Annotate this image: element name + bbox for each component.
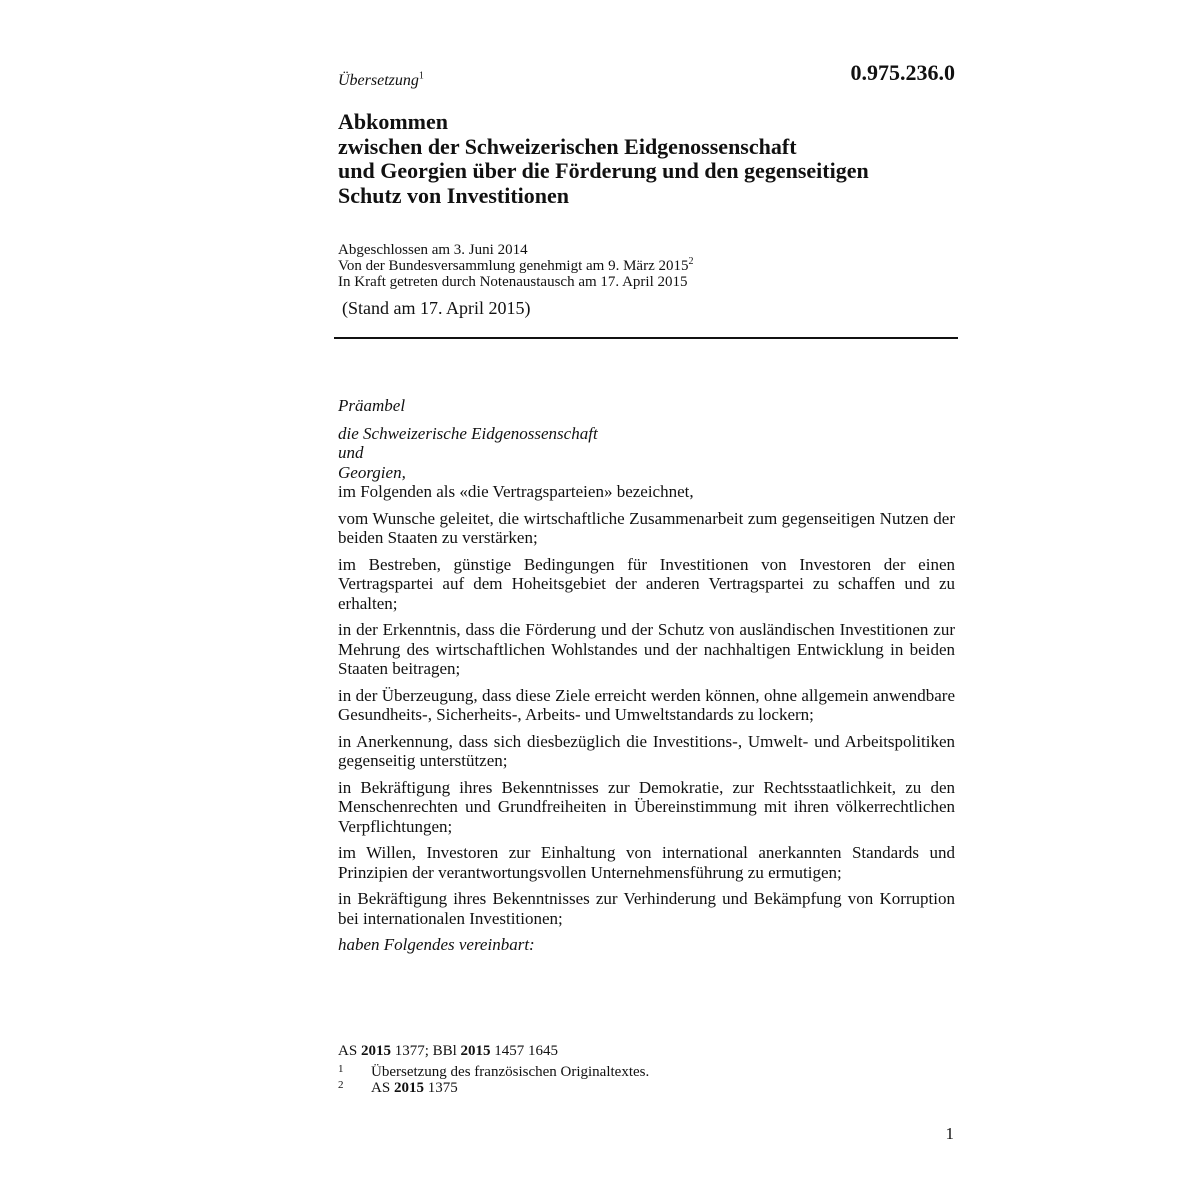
footnote-marker-2[interactable]: 2: [688, 256, 694, 267]
preamble-clause: in der Überzeugung, dass diese Ziele erreicht werden können, ohne allgemein anwendbare Gesundheits-, Sicherheits-, Arbeits- und Umweltstandards zu lockern;: [338, 685, 955, 724]
preamble: [338, 396, 955, 955]
document-title: [338, 110, 978, 208]
footnote-2-page: 1375: [427, 1080, 458, 1096]
preamble-clause: im Bestreben, günstige Bedingungen für Investitionen von Investoren der einen Vertragspartei auf dem Hoheitsgebiet der anderen Vertragspartei zu schaffen und zu erhalten;: [338, 554, 955, 613]
ref-bbl-year: 2015: [460, 1043, 491, 1059]
header-divider: [334, 337, 958, 339]
translation-label: [338, 72, 424, 90]
title-line-4: Schutz von Investitionen: [338, 182, 570, 208]
footnote-1-text: Übersetzung des französischen Originaltextes.: [371, 1064, 650, 1080]
approved-date: [338, 258, 978, 274]
preamble-clause: vom Wunsche geleitet, die wirtschaftliche Zusammenarbeit zum gegenseitigen Nutzen der beiden Staaten zu verstärken;: [338, 508, 955, 547]
footnote-2-number: 2: [338, 1079, 344, 1091]
footnote-1: [338, 1064, 955, 1080]
preamble-closing: haben Folgendes vereinbart:: [338, 935, 535, 954]
footnotes: [338, 1043, 955, 1096]
party-switzerland: die Schweizerische Eidgenossenschaft: [338, 423, 598, 443]
party-conjunction: und: [338, 443, 364, 462]
preamble-clause: in Bekräftigung ihres Bekenntnisses zur Verhinderung und Bekämpfung von Korruption bei internationalen Investitionen;: [338, 889, 955, 928]
translation-text: Übersetzung: [338, 72, 419, 89]
title-line-3: und Georgien über die Förderung und den gegenseitigen: [338, 158, 869, 183]
preamble-clause: in der Erkenntnis, dass die Förderung und der Schutz von ausländischen Investitionen zur Mehrung des wirtschaftlichen Wohlstandes und der nachhaltigen Entwicklung in beiden Staaten beitragen;: [338, 620, 955, 678]
approved-text: Von der Bundesversammlung genehmigt am 9. März 2015: [338, 258, 689, 274]
concluded-date: Abgeschlossen am 3. Juni 2014: [338, 242, 528, 258]
page-number: 1: [945, 1124, 954, 1143]
footnote-2-prefix: AS: [371, 1080, 391, 1096]
preamble-clause: in Anerkennung, dass sich diesbezüglich die Investitions-, Umwelt- und Arbeitspolitiken gegenseitig unterstützen;: [338, 731, 955, 770]
ref-as-label: AS: [338, 1043, 358, 1059]
preamble-heading: Präambel: [338, 396, 406, 415]
title-line-1: Abkommen: [338, 109, 449, 134]
preamble-clause: in Bekräftigung ihres Bekenntnisses zur Demokratie, zur Rechtsstaatlichkeit, zu den Menschenrechten und Grundfreiheiten in Übereinstimmung mit ihren völkerrechtlichen Verpflichtungen;: [338, 777, 955, 836]
footnote-2: [338, 1080, 955, 1096]
footnote-1-number: 1: [338, 1063, 344, 1075]
status-date: (Stand am 17. April 2015): [342, 298, 531, 318]
ref-as-year: 2015: [360, 1043, 391, 1059]
sr-number: 0.975.236.0: [850, 60, 955, 85]
footnote-marker-1[interactable]: 1: [418, 70, 424, 82]
parties-designation: im Folgenden als «die Vertragsparteien» bezeichnet,: [338, 482, 694, 501]
ref-bbl-pages: 1457 1645: [494, 1043, 559, 1059]
in-force-date: In Kraft getreten durch Notenaustausch am 17. April 2015: [338, 274, 688, 290]
official-reference: [338, 1043, 955, 1059]
document-metadata: [338, 242, 978, 290]
footnote-2-year: 2015: [393, 1080, 424, 1096]
ref-as-page: 1377; BBl: [394, 1043, 457, 1059]
title-line-2: zwischen der Schweizerischen Eidgenossenschaft: [338, 133, 797, 159]
party-georgia: Georgien,: [338, 462, 406, 482]
preamble-clause: im Willen, Investoren zur Einhaltung von international anerkannten Standards und Prinzipien der verantwortungsvollen Unternehmensführung zu ermutigen;: [338, 843, 955, 882]
